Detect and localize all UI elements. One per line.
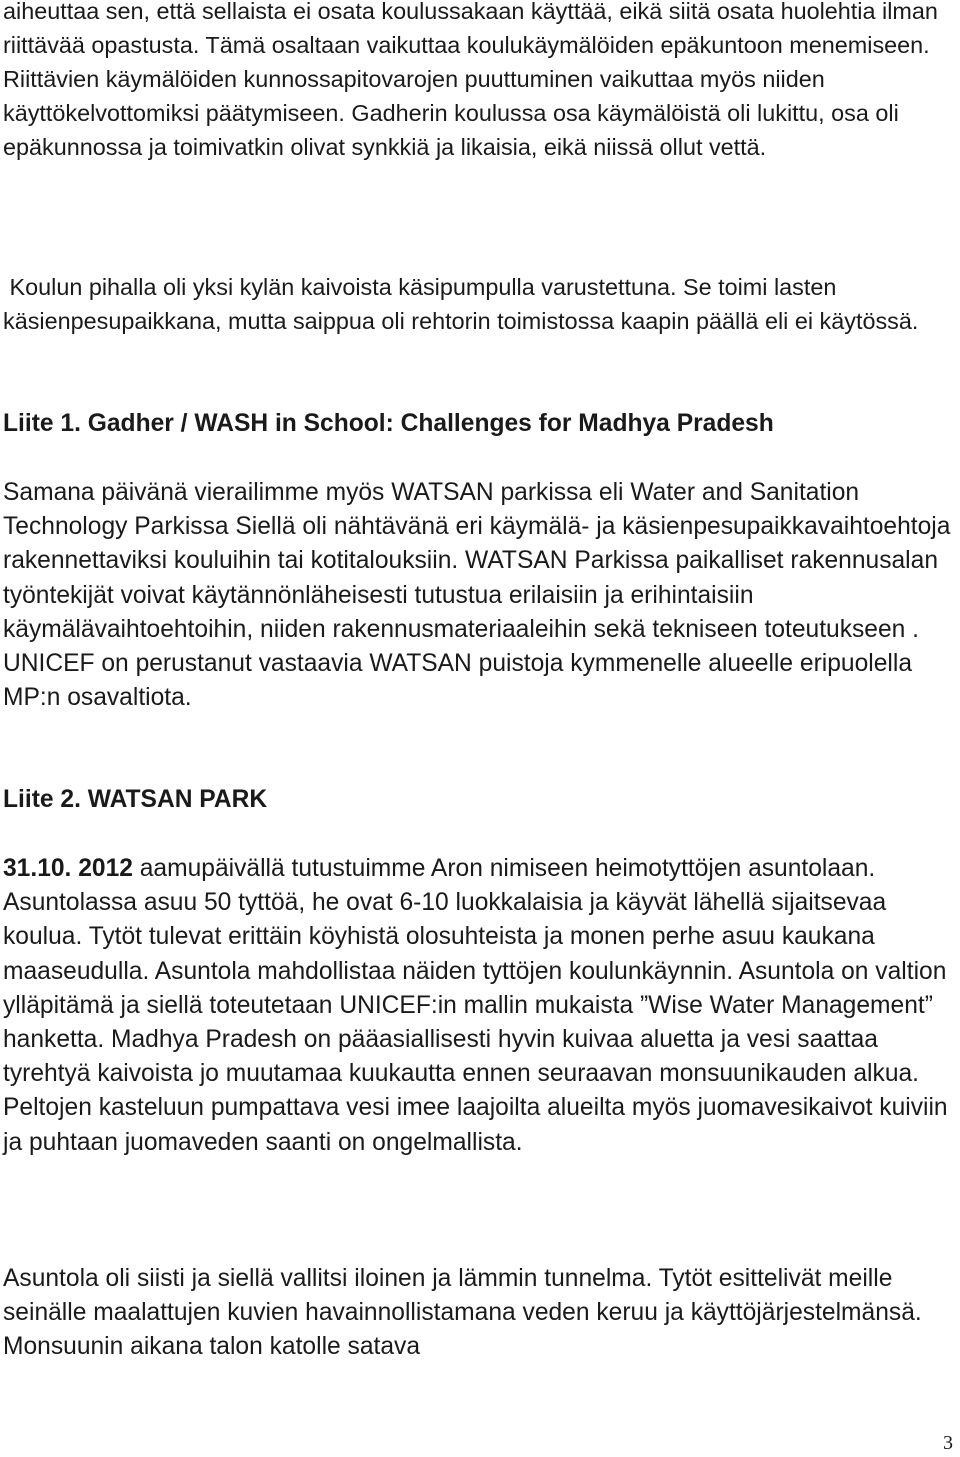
paragraph-hand-pump: [3, 270, 955, 338]
paragraph-text: Koulun pihalla oli yksi kylän kaivoista käsipumpulla varustettuna. Se toimi lasten käsienpesupaikkana, mutta saippua oli rehtorin toimistossa kaapin päällä eli ei käytössä.: [3, 274, 919, 334]
paragraph-watsan-park: Samana päivänä vierailimme myös WATSAN parkissa eli Water and Sanitation Technology Parkissa Siellä oli nähtävänä eri käymälä- ja käsienpesupaikkavaihtoehtoja rakennettaviksi kouluihin tai kotitalouksiin. WATSAN Parkissa paikalliset rakennusalan työntekijät voivat käytännönläheisesti tutustua erilaisiin ja erihintaisiin käymälävaihtoehtoihin, niiden rakennusmateriaaleihin sekä tekniseen toteutukseen . UNICEF on perustanut vastaavia WATSAN puistoja kymmenelle alueelle eripuolella MP:n osavaltiota.: [3, 479, 951, 712]
paragraph-school-toilets: [3, 0, 955, 164]
paragraph-text: aiheuttaa sen, että sellaista ei osata koulussakaan käyttää, eikä siitä osata huolehtia ilman riittävää opastusta. Tämä osaltaan vaikuttaa koulukäymälöiden epäkuntoon menemiseen. Riittävien käymälöiden kunnossapitovarojen puuttuminen vaikuttaa myös niiden käyttökelvottomiksi päätymiseen. Gadherin koulussa osa käymälöistä oli lukittu, osa oli epäkunnossa ja toimivatkin olivat synkkiä ja likaisia, eikä niissä ollut vettä.: [3, 0, 938, 160]
visit-date: 31.10. 2012: [3, 855, 133, 882]
paragraph-hostel-atmosphere: Asuntola oli siisti ja siellä vallitsi iloinen ja lämmin tunnelma. Tytöt esittelivät meille seinälle maalattujen kuvien havainnollistamana veden keruu ja käyttöjärjestelmänsä. Monsuunin aikana talon katolle satava: [3, 1265, 922, 1361]
heading-appendix-2: Liite 2. WATSAN PARK: [3, 786, 268, 813]
page-number: 3: [943, 1432, 953, 1454]
heading-appendix-1: Liite 1. Gadher / WASH in School: Challenges for Madhya Pradesh: [3, 410, 774, 437]
paragraph-aron-hostel: [3, 852, 955, 1160]
paragraph-text: aamupäivällä tutustuimme Aron nimiseen heimotyttöjen asuntolaan. Asuntolassa asuu 50 tyttöä, he ovat 6-10 luokkalaisia ja käyvät lähellä sijaitsevaa koulua. Tytöt tulevat erittäin köyhistä olosuhteista ja monen perhe asuu kaukana maaseudulla. Asuntola mahdollistaa näiden tyttöjen koulunkäynnin. Asuntola on valtion ylläpitämä ja siellä toteutetaan UNICEF:in mallin mukaista ”Wise Water Management” hanketta. Madhya Pradesh on pääasiallisesti hyvin kuivaa aluetta ja vesi saattaa tyrehtyä kaivoista jo muutamaa kuukautta ennen seuraavan monsuunikauden alkua. Peltojen kasteluun pumpattava vesi imee laajoilta alueilta myös juomavesikaivot kuiviin ja puhtaan juomaveden saanti on ongelmallista.: [3, 855, 948, 1156]
